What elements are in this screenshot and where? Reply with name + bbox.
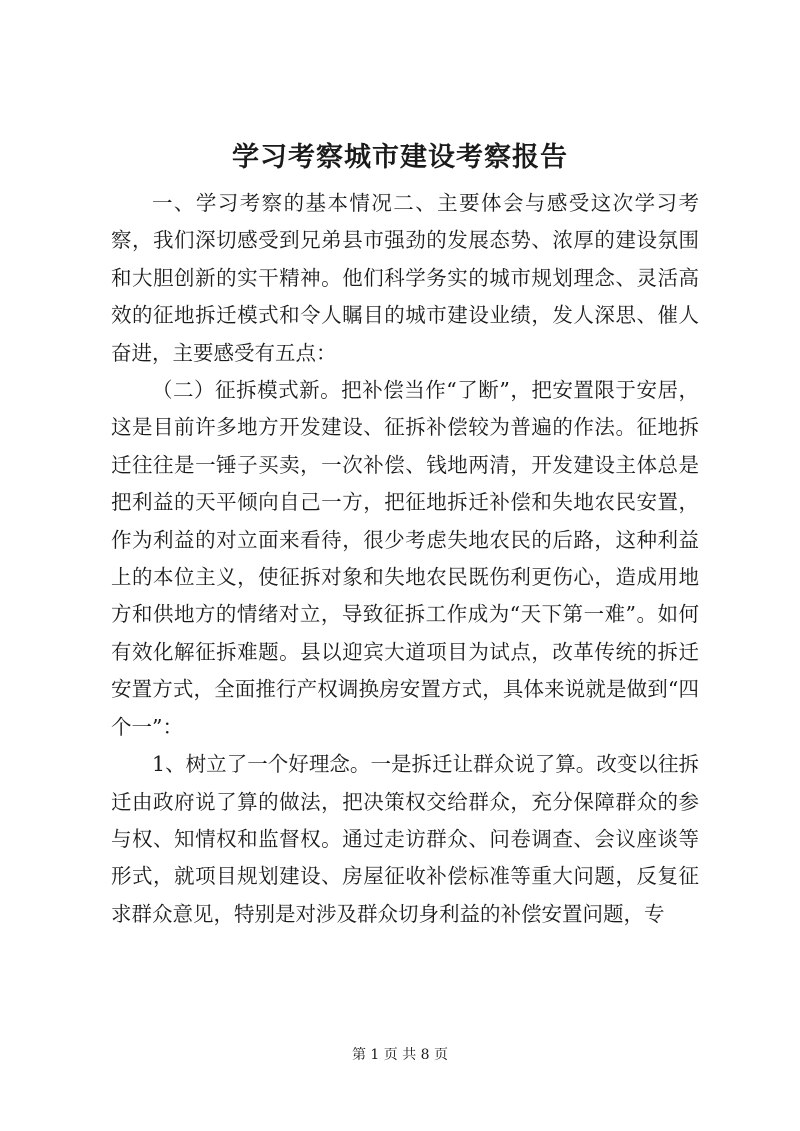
document-title: 学习考察城市建设考察报告 bbox=[232, 142, 568, 173]
page-footer: 第 1 页 共 8 页 bbox=[351, 1047, 449, 1063]
paragraph-section-2: （二）征拆模式新。把补偿当作“了断”，把安置限于安居，这是目前许多地方开发建设、征拆补偿较为普遍的作法。征地拆迁往往是一锤子买卖，一次补偿、钱地两清，开发建设主体总是把利益的天平倾向自己一方，把征地拆迁补偿和失地农民安置，作为利益的对立面来看待，很少考虑失地农民的后路，这种利益上的本位主义，使征拆对象和失地农民既伤利更伤心，造成用地方和供地方的情绪对立，导致征拆工作成为“天下第一难”。如何有效化解征拆难题。县以迎宾大道项目为试点，改革传统的拆迁安置方式，全面推行产权调换房安置方式，具体来说就是做到“四个一”： bbox=[111, 378, 699, 739]
document-body bbox=[111, 185, 699, 933]
paragraph-item-1: 1、树立了一个好理念。一是拆迁让群众说了算。改变以往拆迁由政府说了算的做法，把决策权交给群众，充分保障群众的参与权、知情权和监督权。通过走访群众、问卷调查、会议座谈等形式，就项目规划建设、房屋征收补偿标准等重大问题，反复征求群众意见，特别是对涉及群众切身利益的补偿安置问题，专 bbox=[111, 752, 699, 926]
paragraph-intro: 一、学习考察的基本情况二、主要体会与感受这次学习考察，我们深切感受到兄弟县市强劲的发展态势、浓厚的建设氛围和大胆创新的实干精神。他们科学务实的城市规划理念、灵活高效的征地拆迁模式和令人瞩目的城市建设业绩，发人深思、催人奋进，主要感受有五点： bbox=[111, 191, 699, 365]
